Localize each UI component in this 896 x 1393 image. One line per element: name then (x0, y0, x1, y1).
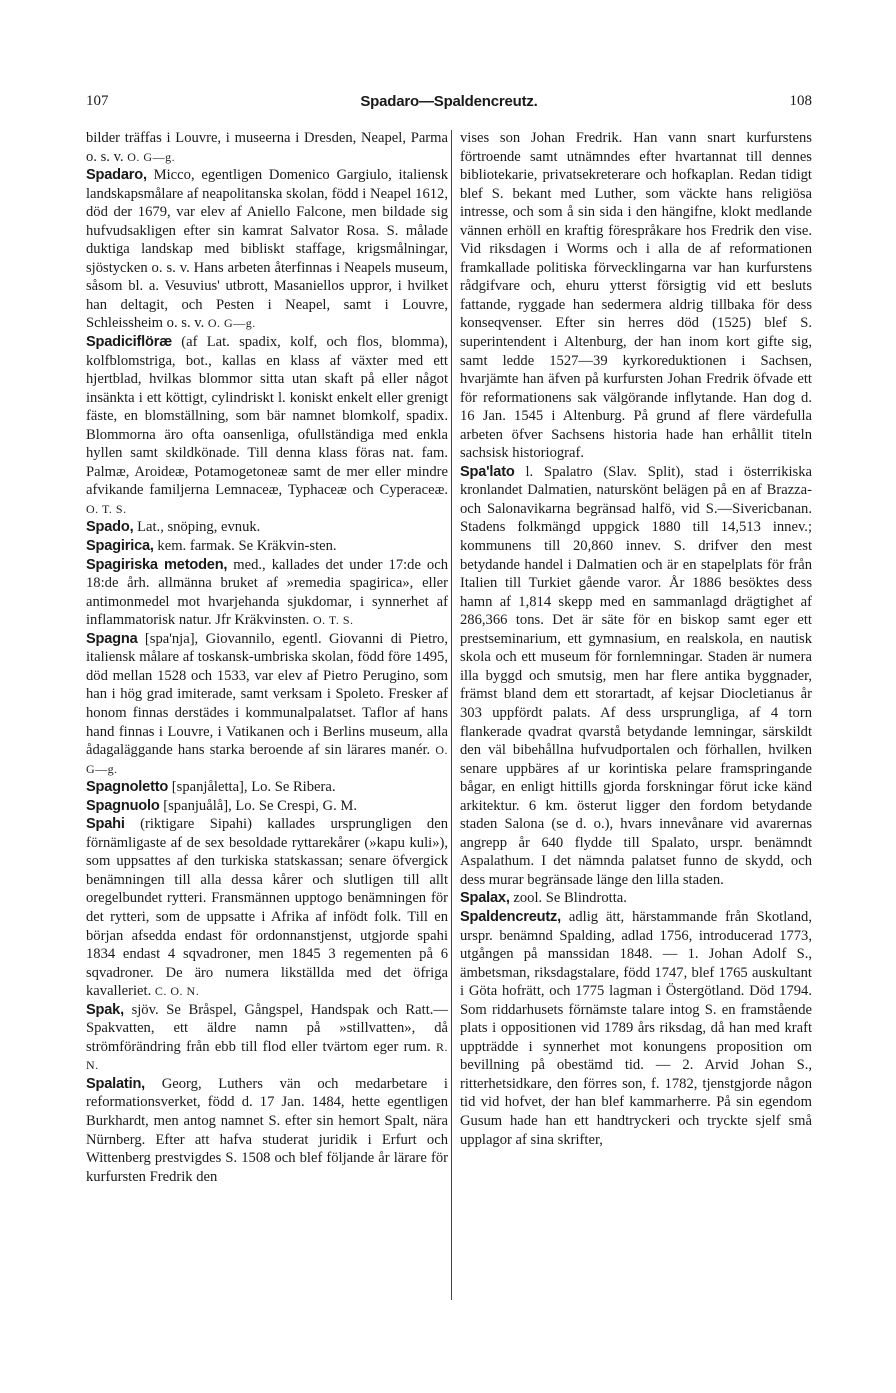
entry (460, 129, 812, 463)
entry (460, 908, 812, 1149)
entry (86, 129, 448, 166)
entry-text: adlig ätt, härstammande från Skotland, urspr. benämnd Spalding, adlad 1756, introducerad 1773, utgången på manssidan 1848. — 1. Johan Adolf S., ämbetsman, riksdagstalare, född 1747, blef 1765 auskultant i Göta hofrätt, och 1775 lagman i Östergötland. Död 1794. Som riddarhusets förnämste talare intog S. en framstående plats i oppositionen vid 1789 års riksdag, då han med kraft uppträdde i synnerhet mot konungens proposition om bevillning på obestämd tid. — 2. Arvid Johan S., ritterhetsidkare, den förres son, f. 1782, tjenstgjorde någon tid vid hofvet, der han blef kammarherre. På sin egendom Gusum hade han ett handtryckeri och tryckte sjelf små upplagor af sina skrifter, (460, 908, 812, 1148)
headword: Spalatin, (86, 1075, 146, 1092)
entry (86, 333, 448, 518)
author-signature: O. T. S. (86, 501, 127, 516)
entry (86, 778, 448, 797)
entry-text: l. Spalatro (Slav. Split), stad i österrikiska kronlandet Dalmatien, naturskönt belägen på en af Brazza- och Salonavikarna begränsad halfö, vid S.—Sivericbanan. Stadens folkmängd uppgick 1880 till 14,513 innev.; kommunens till 20,860 innev. S. drifver den mest betydande handel i Dalmatien och är en stapelplats för från Italien till Turkiet gående varor. År 1886 besöktes dess hamn af 1,814 skepp med en sammanlagd drägtighet af 286,366 tons. Det är säte för en biskop samt eger ett prestseminarium, ett gymnasium, en realskola, en nautisk skola och ett museum för fornlemningar. Staden är numera illa byggd och smutsig, men har flere antika byggnader, främst bland dem ett storartadt, af kejsar Diocletianus år 303 uppfördt palats. Af dess ursprungliga, af 4 torn flankerade qvadrat qvarstå betydande lemningar, särskildt den väl bibehållna hufvudportalen och förhallen, hvilken senare uppbäres af ur korintiska pelare framspringande bågar, en enligt hittills gjorda forskningar förut icke känd arkitektur. 6 km. österut ligger den fordom betydande staden Salona (se d. o.), hvars innevånare vid avarernas angrepp år 640 flydde till Spalato, urspr. benämndt Aspalathum. I det nämnda palatset funno de skydd, och dess murar begränsade länge den lilla staden. (460, 463, 813, 888)
headword: Spagnuolo (86, 797, 160, 814)
entry-text: bilder träffas i Louvre, i museerna i Dresden, Neapel, Parma o. s. v. (86, 130, 448, 165)
author-signature: O. G—g. (86, 743, 448, 776)
entry (86, 797, 448, 816)
entry-text: sjöv. Se Bråspel, Gångspel, Handspak och Ratt.—Spakvatten, ett äldre namn på »stillvatten», då strömförändring från ebb till flod eller tvärtom eger rum. (86, 1001, 448, 1055)
entry (86, 815, 448, 1000)
headword: Spagna (86, 630, 138, 647)
entry-text: vises son Johan Fredrik. Han vann snart kurfurstens förtroende samt utnämndes efter hvartannat till dennes bibliotekarie, privatsekreterare och hofkaplan. Redan tidigt blef S. bekant med Luther, som väckte hans religiösa intresse, och som å sin sida i den hängifne, klokt medlande vännen erhöll en kraftig förespråkare hos Fredrik den vise. Vid riksdagen i Worms och i alla de af reformationen framkallade politiska förvecklingarna var han kurfurstens rådgifvare och, ehuru ytterst försigtig vid ett besluts fattande, ryggade han sedermera aldrig tillbaka för dess konseqvenser. Efter sin herres död (1525) blef S. superintendent i Altenburg, der han inom kort gifte sig, samt ledde 1527—39 kyrkoreduktionen i Sachsen, hvarjämte han äfven på kurfursten Johan Fredrik öfvade ett för reformationens sak välgörande inflytande. Han dog d. 16 Jan. 1545 i Altenburg. På grund af flere värdefulla arbeten öfver Sachsens historia hade han erhållit titeln sachsisk historiograf. (460, 130, 812, 462)
entry (86, 1001, 448, 1075)
author-signature: C. O. N. (154, 984, 200, 999)
left-column (86, 129, 448, 1186)
entry-text: Lat., snöping, evnuk. (137, 519, 261, 536)
headword: Spak, (86, 1001, 124, 1018)
entry (86, 1075, 448, 1186)
entry-text: [spanjuålå], Lo. Se Crespi, G. M. (163, 797, 357, 814)
author-signature: R. N. (86, 1039, 449, 1073)
headword: Spagirica, (86, 538, 154, 555)
headword: Spahi (86, 816, 125, 833)
right-column (460, 129, 812, 1149)
running-title: Spadaro—Spaldencreutz. (360, 93, 538, 110)
entry (86, 166, 448, 333)
entry-text: (riktigare Sipahi) kallades ursprungligen den förnämligaste af de sex besoldade ryttarekårer (»kapu kuli»), som uppsattes af den turkiska statskassan; senare öfvergick benämningen till alla dessa kårer och slutligen till allt oregelbundet rytteri. Fransmännen upptogo benämningen för det rytteri, som de uppsatte i Afrika af infödt folk. Till en början afsedda endast för ordonnanstjenst, utgjorde spahi 1834 endast 4 sqvadroner, men 1845 3 regementen på 6 sqvadroner. De äro numera likställda med det öfriga kavalleriet. (86, 816, 448, 1000)
headword: Spagiriska metoden, (86, 556, 228, 573)
entry-text: zool. Se Blindrotta. (513, 890, 627, 907)
column-divider (451, 130, 452, 1300)
entry-text: [spanjåletta], Lo. Se Ribera. (171, 779, 336, 796)
entry-text: Micco, egentligen Domenico Gargiulo, italiensk landskapsmålare af neapolitanska skolan, född i Neapel 1612, död der 1679, var elev af Aniello Falcone, men bildade sig hufvudsakligen efter sin kamrat Salvator Rosa. S. målade duktiga landskap med bibliskt staffage, krigsmålningar, sjöstycken o. s. v. Hans arbeten återfinnas i Neapels museum, såsom bl. a. Vesuvius' utbrott, Masaniellos uppror, i hvilket han deltagit, och Pesten i Neapel, samt i Louvre, Schleissheim o. s. v. (86, 167, 448, 332)
author-signature: O. T. S. (312, 613, 354, 628)
entry (460, 463, 812, 890)
headword: Spadiciflöræ (86, 334, 172, 351)
entry-text: (af Lat. spadix, kolf, och flos, blomma), kolfblomstriga, bot., kallas en klass af växter med ett hjertblad, hvilkas blommor sitta utan skaft på eller något insänkta i ett köttigt, cylindriskt l. koniskt enkelt eller grenigt fäste, en blomställning, som bär namnet blomkolf, spadix. Blommorna äro ofta oansenliga, ofullständiga med enkla hyllen samt skildkönade. Till denna klass föras nat. fam. Palmæ, Aroideæ, Potamogetoneæ samt de mer eller mindre afvikande familjerna Lemnaceæ, Typhaceæ och Cyperaceæ. (86, 334, 448, 499)
entry (86, 537, 448, 556)
headword: Spado, (86, 519, 134, 536)
page-number-right: 108 (789, 93, 812, 109)
entry-text: Georg, Luthers vän och medarbetare i reformationsverket, född d. 17 Jan. 1484, hette egentligen Burkhardt, men antog namnet S. efter sin hemort Spalt, nära Nürnberg. Efter att hafva studerat juridik i Erfurt och Wittenberg prestvigdes S. 1508 och blef följande år lärare för kurfursten Fredrik den (86, 1075, 448, 1185)
page-number-left: 107 (86, 93, 109, 109)
entry-text: [spa'nja], Giovannilo, egentl. Giovanni di Pietro, italiensk målare af toskansk-umbriska skolan, född före 1495, död mellan 1528 och 1533, var elev af Pietro Perugino, som han i hög grad imiterade, samt verksam i Spoleto. Fresker af honom finnas derstädes i kommunalpalatset. Taflor af hans hand finnas i Louvre, i Vatikanen och i Berlins museum, alla ådagaläggande hans starka beroende af sin lärares manér. (86, 630, 448, 759)
author-signature: O. G—g. (207, 316, 256, 331)
entry (86, 630, 448, 778)
author-signature: O. G—g. (127, 149, 176, 164)
headword: Spa'lato (460, 463, 515, 480)
page-header (86, 93, 812, 117)
headword: Spalax, (460, 890, 510, 907)
headword: Spaldencreutz, (460, 908, 562, 925)
headword: Spagnoletto (86, 779, 169, 796)
entry (86, 556, 448, 630)
entry-text: kem. farmak. Se Kräkvin-sten. (157, 538, 337, 555)
entry-text: med., kallades det under 17:de och 18:de årh. allmänna bruket af »remedia spagirica», eller antimonmedel mot hvarjehanda sjukdomar, i synnerhet af inflammatorisk natur. Jfr Kräkvinsten. (86, 556, 448, 629)
entry (460, 889, 812, 908)
headword: Spadaro, (86, 167, 147, 184)
entry (86, 518, 448, 537)
